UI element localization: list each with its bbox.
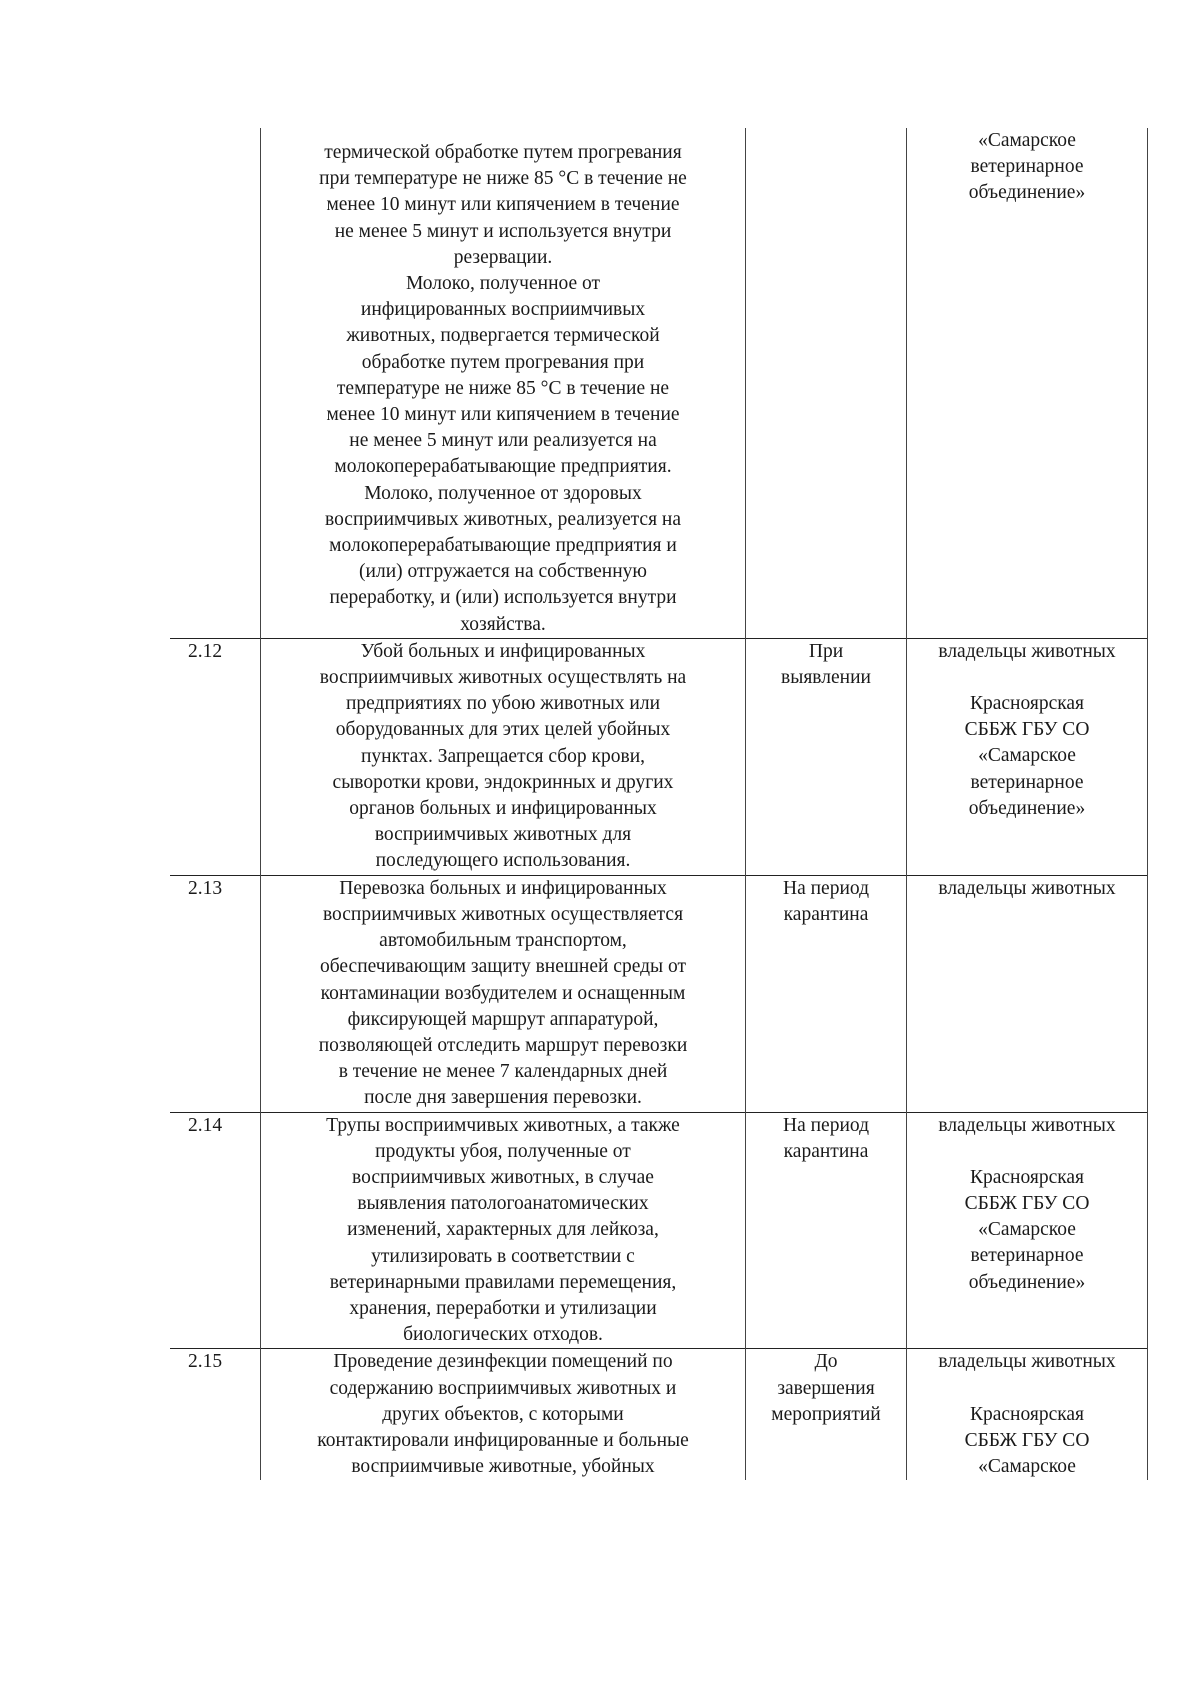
responsible-text-line — [907, 1376, 1147, 1402]
responsible-cell — [907, 875, 1148, 1112]
deadline-text-line: мероприятий — [771, 1403, 881, 1425]
measure-description-cell — [261, 128, 746, 638]
measure-text-line: продукты убоя, полученные от — [375, 1140, 631, 1162]
measure-text-line: восприимчивых животных для — [374, 824, 632, 846]
measure-text-line: биологических отходов. — [403, 1324, 603, 1346]
measure-text-line: восприимчивых животных осуществляется — [322, 903, 684, 925]
measure-text-line: температуре не ниже 85 °С в течение не — [336, 377, 670, 399]
responsible-text-line: «Самарское — [978, 1455, 1076, 1477]
measure-description-cell — [261, 638, 746, 875]
measure-text-line: Молоко, полученное от здоровых — [364, 482, 642, 504]
measure-text-line: Убой больных и инфицированных — [360, 640, 646, 662]
responsible-text-line: владельцы животных — [938, 877, 1116, 899]
measure-text-line: при температуре не ниже 85 °С в течение не — [319, 168, 687, 190]
measure-text-line: инфицированных восприимчивых — [360, 299, 646, 321]
responsible-text-line: Красноярская — [969, 693, 1085, 715]
deadline-cell — [746, 128, 907, 638]
measure-text-line: обработке путем прогревания при — [361, 351, 645, 373]
responsible-text-line: Красноярская — [969, 1166, 1085, 1188]
item-number: 2.15 — [188, 1351, 223, 1373]
item-number-cell — [170, 128, 261, 638]
measure-text-line: в течение не менее 7 календарных дней — [338, 1061, 668, 1083]
measure-text-line: хранения, переработки и утилизации — [349, 1297, 657, 1319]
deadline-text-line: завершения — [777, 1377, 875, 1399]
measure-text-line: восприимчивых животных осуществлять на — [319, 667, 687, 689]
measure-text-line: сыворотки крови, эндокринных и других — [332, 771, 674, 793]
responsible-text-line: СББЖ ГБУ СО — [964, 1192, 1090, 1214]
measure-text-line: восприимчивые животные, убойных — [351, 1456, 655, 1478]
responsible-text-line: ветеринарное — [970, 771, 1084, 793]
measure-text-line: автомобильным транспортом, — [379, 930, 627, 952]
responsible-text-line: СББЖ ГБУ СО — [964, 719, 1090, 741]
responsible-cell — [907, 128, 1148, 638]
table-row — [170, 638, 1148, 875]
measure-text-line: обеспечивающим защиту внешней среды от — [319, 956, 687, 978]
responsible-text-line: ветеринарное — [970, 156, 1084, 178]
measure-text-line: предприятиях по убою животных или — [345, 693, 661, 715]
responsible-text-line: объединение» — [968, 1271, 1086, 1293]
responsible-text-line — [907, 665, 1147, 691]
measure-text-line: фиксирующей маршрут аппаратурой, — [347, 1008, 659, 1030]
measure-text-line: восприимчивых животных, в случае — [352, 1166, 654, 1188]
deadline-text-line: выявлении — [781, 667, 871, 689]
measure-text-line: последующего использования. — [375, 850, 631, 872]
item-number: 2.13 — [188, 877, 223, 899]
measure-text-line: восприимчивых животных, реализуется на — [325, 508, 681, 530]
table-row — [170, 875, 1148, 1112]
responsible-text-line: владельцы животных — [938, 1114, 1116, 1136]
measure-text-line: позволяющей отследить маршрут перевозки — [318, 1034, 688, 1056]
responsible-text-line — [907, 1139, 1147, 1165]
measure-text-line: переработку, и (или) используется внутри — [329, 587, 677, 609]
measure-text-line: термической обработке путем прогревания — [324, 142, 682, 163]
table-row — [170, 128, 1148, 638]
responsible-cell — [907, 638, 1148, 875]
responsible-text-line: владельцы животных — [938, 1351, 1116, 1373]
measure-text-line: (или) отгружается на собственную — [359, 561, 647, 583]
item-number-cell — [170, 1349, 261, 1481]
measure-text-line: других объектов, с которыми — [382, 1403, 624, 1425]
responsible-cell — [907, 1112, 1148, 1349]
deadline-text-line: карантина — [783, 1140, 869, 1162]
measure-text-line: контаминации возбудителем и оснащенным — [320, 982, 686, 1004]
measure-description-cell — [261, 1349, 746, 1481]
measure-text-line: содержанию восприимчивых животных и — [329, 1377, 677, 1399]
item-number-cell — [170, 1112, 261, 1349]
item-number: 2.14 — [188, 1114, 223, 1136]
deadline-cell — [746, 1349, 907, 1481]
responsible-text-line: СББЖ ГБУ СО — [964, 1429, 1090, 1451]
measures-table — [170, 128, 1148, 1480]
measure-text-line: Проведение дезинфекции помещений по — [333, 1351, 673, 1373]
measure-text-line: после дня завершения перевозки. — [364, 1087, 642, 1109]
deadline-text-line: карантина — [783, 903, 869, 925]
measure-text-line: не менее 5 минут или реализуется на — [349, 430, 657, 452]
measure-text-line: молокоперерабатывающие предприятия. — [334, 456, 672, 478]
responsible-text-line: «Самарское — [978, 1219, 1076, 1241]
item-number-cell — [170, 875, 261, 1112]
measure-text-line: пунктах. Запрещается сбор крови, — [360, 745, 646, 767]
deadline-cell — [746, 875, 907, 1112]
measure-text-line: молокоперерабатывающие предприятия и — [329, 535, 677, 557]
table-row — [170, 1349, 1148, 1481]
deadline-text-line: До — [814, 1351, 838, 1373]
responsible-cell — [907, 1349, 1148, 1481]
responsible-text-line: ветеринарное — [970, 1245, 1084, 1267]
measure-text-line: ветеринарными правилами перемещения, — [329, 1271, 677, 1293]
responsible-text-line: Красноярская — [969, 1403, 1085, 1425]
responsible-text-line: объединение» — [968, 797, 1086, 819]
deadline-text-line: На период — [783, 1114, 869, 1136]
measure-description-cell — [261, 1112, 746, 1349]
deadline-cell — [746, 638, 907, 875]
measure-text-line: контактировали инфицированные и больные — [317, 1429, 689, 1451]
measure-text-line: изменений, характерных для лейкоза, — [347, 1219, 659, 1241]
measure-text-line: выявления патологоанатомических — [357, 1193, 649, 1215]
measure-text-line: не менее 5 минут и используется внутри — [334, 220, 672, 242]
responsible-text-line: «Самарское — [978, 130, 1076, 151]
table-body — [170, 128, 1148, 1480]
responsible-text-line: объединение» — [968, 182, 1086, 204]
measure-text-line: оборудованных для этих целей убойных — [335, 719, 671, 741]
measure-description-cell — [261, 875, 746, 1112]
measure-text-line: органов больных и инфицированных — [349, 798, 657, 820]
measure-text-line: Молоко, полученное от — [405, 273, 601, 295]
responsible-text-line: «Самарское — [978, 745, 1076, 767]
item-number: 2.12 — [188, 640, 223, 662]
measure-text-line: Трупы восприимчивых животных, а также — [326, 1114, 680, 1136]
item-number-cell — [170, 638, 261, 875]
measure-text-line: утилизировать в соответствии с — [371, 1245, 635, 1267]
responsible-text-line: владельцы животных — [938, 640, 1116, 662]
measure-text-line: хозяйства. — [460, 613, 546, 635]
deadline-text-line: На период — [783, 877, 869, 899]
measure-text-line: резервации. — [453, 246, 553, 268]
measure-text-line: животных, подвергается термической — [346, 325, 660, 347]
measure-text-line: Перевозка больных и инфицированных — [339, 877, 667, 899]
table-row — [170, 1112, 1148, 1349]
deadline-cell — [746, 1112, 907, 1349]
measure-text-line: менее 10 минут или кипячением в течение — [326, 194, 680, 216]
deadline-text-line: При — [808, 640, 844, 662]
measure-text-line: менее 10 минут или кипячением в течение — [326, 404, 680, 426]
